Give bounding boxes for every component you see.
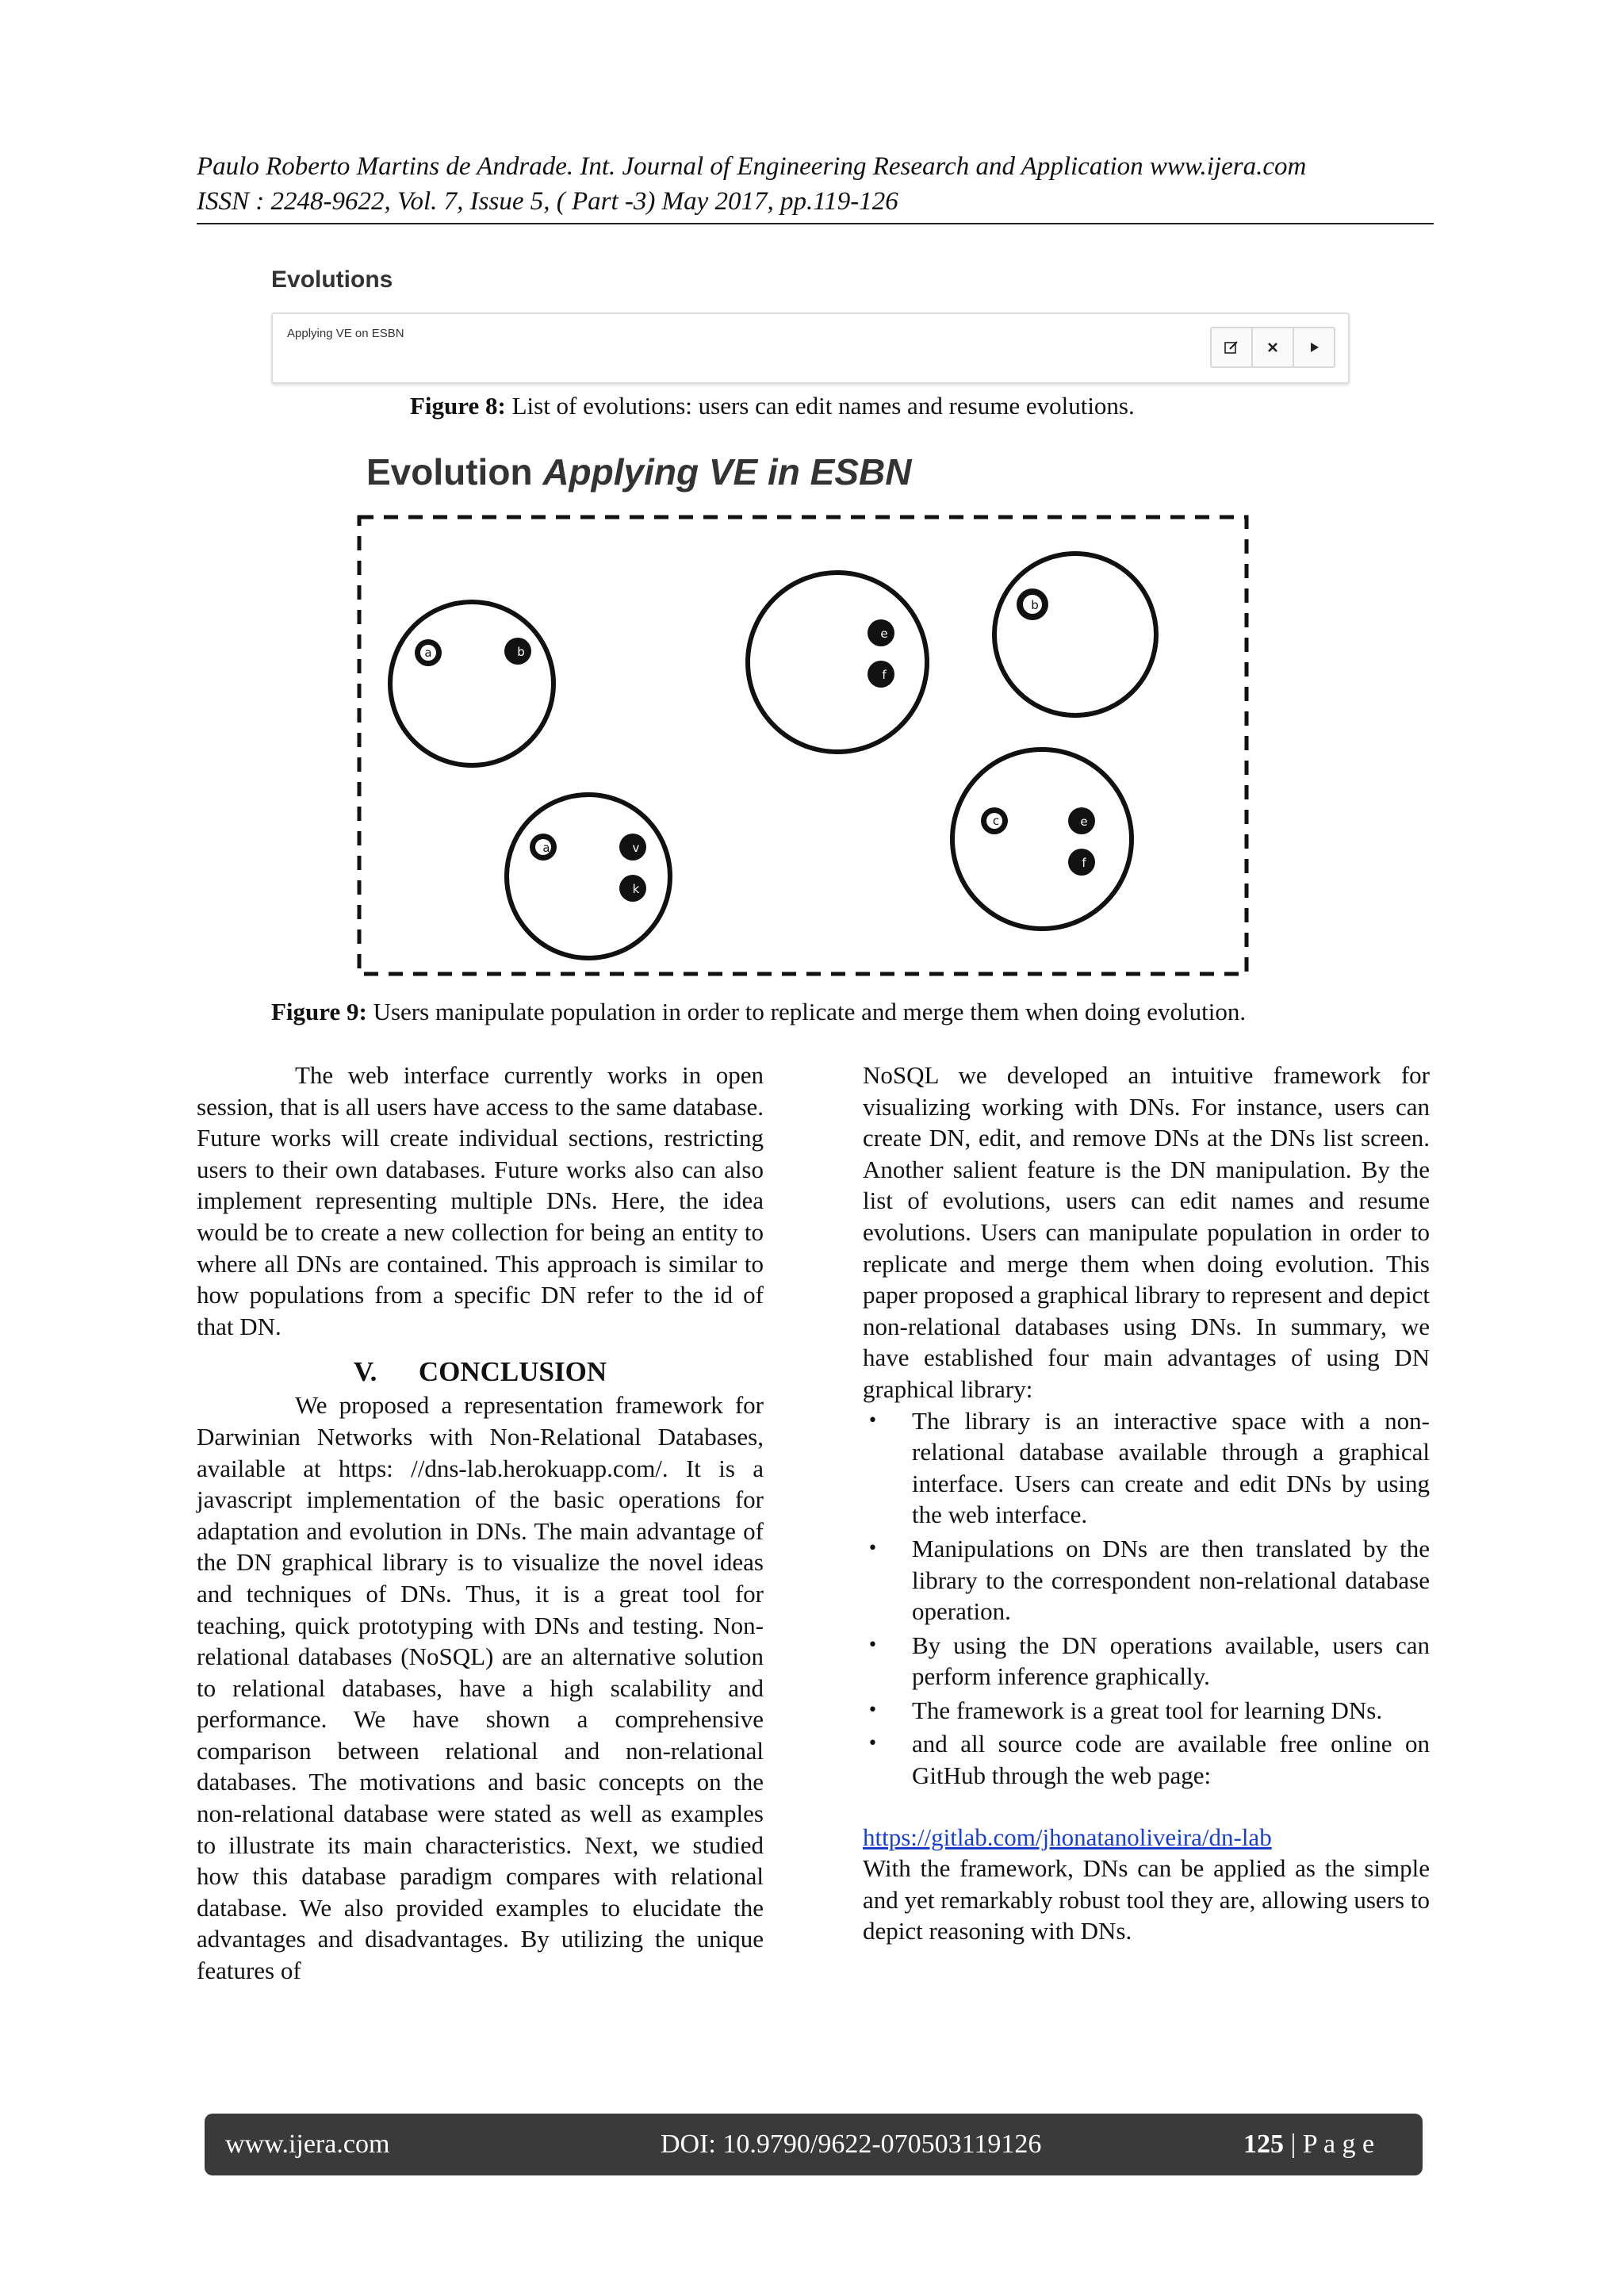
figure-9-caption (271, 996, 1246, 1028)
edit-icon (1224, 339, 1239, 355)
svg-text:b: b (517, 645, 525, 659)
svg-text:b: b (1031, 598, 1039, 612)
page-label: | P a g e (1284, 2129, 1375, 2159)
left-column (197, 1060, 764, 1987)
page-footer (205, 2114, 1423, 2175)
population-circle[interactable] (748, 573, 927, 752)
population-circle[interactable] (994, 554, 1156, 715)
node-b[interactable] (504, 638, 531, 665)
population-circle[interactable] (952, 749, 1132, 929)
right-column (863, 1060, 1430, 1947)
node-a[interactable] (530, 834, 557, 861)
population-circle[interactable] (390, 602, 553, 765)
evolutions-panel-title: Evolutions (271, 266, 393, 293)
svg-text:k: k (632, 882, 640, 896)
node-e[interactable] (1068, 807, 1095, 834)
svg-text:e: e (880, 627, 888, 641)
node-f[interactable] (1068, 849, 1095, 876)
svg-text:a: a (542, 841, 550, 855)
node-b[interactable] (1017, 588, 1048, 620)
bullet-dot-icon: • (868, 1734, 878, 1754)
figure-8-label: Figure 8: (410, 392, 506, 420)
figure-9-caption-text: Users manipulate population in order to replicate and merge them when doing evolution. (366, 998, 1247, 1025)
gitlab-link[interactable]: https://gitlab.com/jhonatanoliveira/dn-lab (863, 1823, 1272, 1851)
node-e[interactable] (868, 619, 894, 646)
footer-page (1243, 2129, 1374, 2160)
svg-text:a: a (424, 646, 432, 660)
advantages-list (863, 1405, 1430, 1792)
paragraph: With the framework, DNs can be applied as the simple and yet remarkably robust tool they are, allowing users to depict reasoning with DNs. (863, 1854, 1430, 1945)
paragraph: NoSQL we developed an intuitive framework for visualizing working with DNs. For instance, users can create DN, edit, and remove DNs at the DNs list screen. Another salient feature is the DN manipulation. By the list of evolutions, users can edit names and resume evolutions. Users can manipulate population in order to replicate and merge them when doing evolution. This paper proposed a graphical library to represent and depict non-relational databases using DNs. In summary, we have established four main advantages of using DN graphical library: (863, 1061, 1430, 1403)
node-k[interactable] (619, 875, 646, 902)
figure-9-label: Figure 9: (271, 998, 367, 1025)
paragraph: The web interface currently works in open session, that is all users have access to the same database. Future works will create individual sections, restricting users to their own databases. Future works also can also implement representing multiple DNs. Here, the idea would be to create a new collection for being an entity to where all DNs are contained. This approach is similar to how populations from a specific DN refer to the id of that DN. (197, 1061, 764, 1340)
evolution-actions (1210, 327, 1335, 368)
bullet-dot-icon: • (868, 1410, 878, 1431)
bullet-dot-icon: • (868, 1635, 878, 1655)
list-item: • Manipulations on DNs are then translated by the library to the correspondent non-relational database operation. (868, 1534, 1430, 1626)
edit-button[interactable] (1212, 328, 1253, 366)
list-item: • By using the DN operations available, users can perform inference graphically. (868, 1631, 1430, 1691)
running-header-line-1: Paulo Roberto Martins de Andrade. Int. Journal of Engineering Research and Application www.ijera.com (197, 152, 1307, 181)
population-canvas[interactable] (349, 508, 1261, 983)
footer-site[interactable]: www.ijera.com (225, 2129, 390, 2159)
node-f[interactable] (868, 661, 894, 688)
evolution-name: Applying VE on ESBN (287, 327, 404, 340)
bullet-dot-icon: • (868, 1700, 878, 1720)
figure-8-caption (410, 390, 1135, 422)
svg-text:f: f (882, 668, 887, 682)
bullet-dot-icon: • (868, 1538, 878, 1558)
node-c[interactable] (981, 807, 1008, 834)
svg-text:c: c (992, 814, 1000, 828)
delete-button[interactable] (1253, 328, 1294, 366)
list-item: • The framework is a great tool for learning DNs. (863, 1695, 1430, 1727)
list-item: • and all source code are available free online on GitHub through the web page: (868, 1730, 1430, 1790)
play-icon (1308, 341, 1320, 354)
figure-9-title-name: Applying VE in ESBN (542, 451, 912, 493)
figure-9-title (366, 450, 911, 493)
resume-button[interactable] (1294, 328, 1334, 366)
node-v[interactable] (619, 834, 646, 861)
list-item: • The library is an interactive space with a non-relational database available through a graphical interface. Users can create and edit DNs by using the web interface. (868, 1406, 1430, 1529)
page-number: 125 (1243, 2129, 1284, 2159)
footer-doi: DOI: 10.9790/9622-070503119126 (661, 2129, 1042, 2159)
section-heading-conclusion: V. CONCLUSION (353, 1356, 607, 1388)
population-circle[interactable] (507, 795, 670, 958)
svg-text:v: v (632, 841, 640, 855)
close-icon (1266, 341, 1279, 354)
evolution-list-item (271, 312, 1350, 384)
paragraph: We proposed a representation framework for Darwinian Networks with Non-Relational Databases, available at https: //dns-lab.herokuapp.com/. It is a javascript implementation of the basic operations for adaptation and evolution in DNs. The main advantage of the DN graphical library is to visualize the novel ideas and techniques of DNs. Thus, it is a great tool for teaching, quick prototyping with DNs and testing. Non-relational databases (NoSQL) are an alternative solution to relational databases, have a high scalability and performance. We have shown a comprehensive comparison between relational and non-relational databases. The motivations and basic concepts on the non-relational database were stated as well as examples to illustrate its main characteristics. Next, we studied how this database paradigm compares with relational database. We also provided examples to elucidate the advantages and disadvantages. By utilizing the unique features of (197, 1391, 764, 1985)
svg-text:e: e (1080, 815, 1088, 829)
running-header-line-2: ISSN : 2248-9622, Vol. 7, Issue 5, ( Part -3) May 2017, pp.119-126 (197, 187, 898, 216)
svg-text:f: f (1082, 856, 1086, 870)
figure-8-caption-text: List of evolutions: users can edit names and resume evolutions. (505, 392, 1135, 420)
figure-9-title-prefix: Evolution (366, 451, 543, 493)
header-rule (197, 223, 1434, 224)
node-a[interactable] (415, 639, 442, 666)
